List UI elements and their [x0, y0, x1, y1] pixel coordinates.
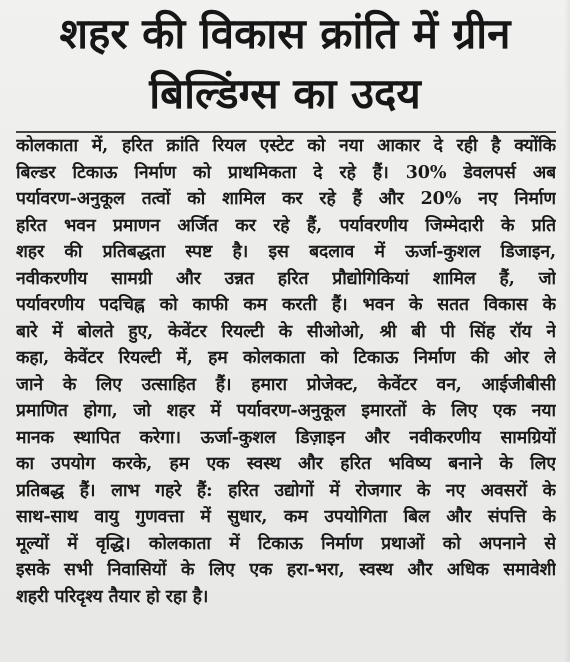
body-line: हरित भवन प्रमाणन अर्जित कर रहे हैं, पर्यावरणीय जिम्मेदारी के प्रति [16, 215, 556, 236]
body-line: कहा, केवेंटर रियल्टी में, हम कोलकाता को टिकाऊ निर्माण की ओर ले [16, 348, 556, 368]
body-line: नवीकरणीय सामग्री और उन्नत हरित प्रौद्योगिकियां शामिल हैं, जो [16, 268, 556, 289]
body-line-last: शहरी परिदृश्य तैयार हो रहा है। [16, 586, 209, 607]
page-edge-shadow [564, 0, 570, 662]
body-line: बिल्डर टिकाऊ निर्माण को प्राथमिकता दे रहे हैं। 30% डेवलपर्स अब [16, 162, 556, 183]
body-line: प्रतिबद्ध हैं। लाभ गहरे हैं: हरित उद्योगों में रोजगार के नए अवसरों के [16, 480, 556, 501]
body-line: प्रमाणित होगा, जो शहर में पर्यावरण-अनुकूल इमारतों के लिए एक नया [16, 401, 556, 421]
body-line: जाने के लिए उत्साहित हैं। हमारा प्रोजेक्ट, केवेंटर वन, आईजीबीसी [16, 374, 556, 395]
headline-line-2: बिल्डिंग्स का उदय [149, 69, 421, 118]
body-line: बारे में बोलते हुए, केवेंटर रियल्टी के सीओओ, श्री बी पी सिंह रॉय ने [16, 321, 556, 342]
body-line: साथ-साथ वायु गुणवत्ता में सुधार, कम उपयोगिता बिल और संपत्ति के [16, 507, 556, 527]
headline-line-1: शहर की विकास क्रांति में ग्रीन [59, 9, 511, 58]
body-line: पर्यावरणीय पदचिह्न को काफी कम करती हैं। भवन के सतत विकास के [16, 295, 556, 315]
body-line: शहर की प्रतिबद्धता स्पष्ट है। इस बदलाव में ऊर्जा-कुशल डिजाइन, [16, 242, 556, 262]
article-body [16, 133, 556, 610]
body-line: का उपयोग करके, हम एक स्वस्थ और हरित भविष्य बनाने के लिए [16, 454, 556, 474]
body-line: इसके सभी निवासियों के लिए एक हरा-भरा, स्वस्थ और अधिक समावेशी [16, 560, 556, 580]
body-line: मानक स्थापित करेगा। ऊर्जा-कुशल डिज़ाइन और नवीकरणीय सामग्रियों [16, 427, 556, 448]
body-line: कोलकाता में, हरित क्रांति रियल एस्टेट को नया आकार दे रही है क्योंकि [16, 136, 556, 156]
body-line: मूल्यों में वृद्धि। कोलकाता में टिकाऊ निर्माण प्रथाओं को अपनाने से [16, 533, 556, 554]
body-line: पर्यावरण-अनुकूल तत्वों को शामिल कर रहे हैं और 20% नए निर्माण [16, 189, 556, 209]
